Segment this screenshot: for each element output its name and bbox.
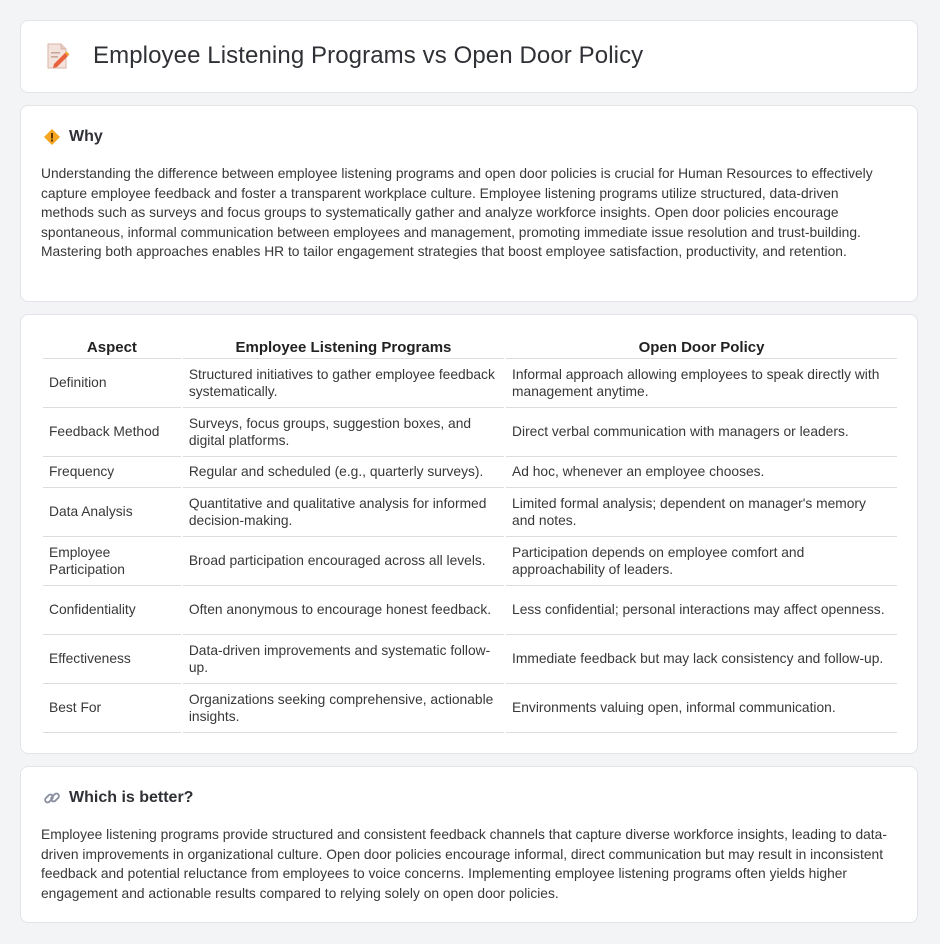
listening-cell: Often anonymous to encourage honest feedback. xyxy=(183,586,504,635)
aspect-cell: Frequency xyxy=(43,457,181,488)
listening-cell: Broad participation encouraged across all levels. xyxy=(183,537,504,586)
table-row xyxy=(43,635,897,684)
comparison-card xyxy=(20,314,918,754)
aspect-cell: Confidentiality xyxy=(43,586,181,635)
open-door-cell: Participation depends on employee comfort and approachability of leaders. xyxy=(506,537,897,586)
listening-cell: Data-driven improvements and systematic follow-up. xyxy=(183,635,504,684)
aspect-cell: Best For xyxy=(43,684,181,733)
table-header-row xyxy=(43,336,897,359)
listening-cell: Organizations seeking comprehensive, actionable insights. xyxy=(183,684,504,733)
listening-cell: Surveys, focus groups, suggestion boxes, and digital platforms. xyxy=(183,408,504,457)
open-door-cell: Ad hoc, whenever an employee chooses. xyxy=(506,457,897,488)
aspect-cell: Effectiveness xyxy=(43,635,181,684)
warning-sign-icon xyxy=(43,128,61,146)
link-icon xyxy=(43,789,61,807)
header-card xyxy=(20,20,918,93)
table-row xyxy=(43,537,897,586)
open-door-cell: Limited formal analysis; dependent on manager's memory and notes. xyxy=(506,488,897,537)
table-row xyxy=(43,457,897,488)
aspect-cell: Data Analysis xyxy=(43,488,181,537)
page-title: Employee Listening Programs vs Open Door Policy xyxy=(93,42,644,69)
which-is-better-section xyxy=(20,766,918,923)
comparison-table xyxy=(41,336,899,733)
open-door-cell: Informal approach allowing employees to speak directly with management anytime. xyxy=(506,359,897,408)
better-text: Employee listening programs provide structured and consistent feedback channels that capture diverse workforce insights, leading to data-driven improvements in organizational culture. Open door policies encourage informal, direct communication but may result in inconsistent feedback and potential reluctance from employees to voice concerns. Implementing employee listening programs often yields higher engagement and actionable results compared to relying solely on open door policies. xyxy=(41,827,887,901)
listening-cell: Structured initiatives to gather employee feedback systematically. xyxy=(183,359,504,408)
column-header-open-door: Open Door Policy xyxy=(506,336,897,359)
column-header-aspect: Aspect xyxy=(43,336,181,359)
aspect-cell: Employee Participation xyxy=(43,537,181,586)
document-edit-icon xyxy=(45,42,71,70)
listening-cell: Quantitative and qualitative analysis for informed decision-making. xyxy=(183,488,504,537)
table-row xyxy=(43,408,897,457)
table-row xyxy=(43,684,897,733)
why-section xyxy=(20,105,918,302)
open-door-cell: Environments valuing open, informal communication. xyxy=(506,684,897,733)
open-door-cell: Immediate feedback but may lack consistency and follow-up. xyxy=(506,635,897,684)
column-header-listening: Employee Listening Programs xyxy=(183,336,504,359)
table-row xyxy=(43,359,897,408)
listening-cell: Regular and scheduled (e.g., quarterly surveys). xyxy=(183,457,504,488)
why-text: Understanding the difference between employee listening programs and open door policies is crucial for Human Resources to effectively capture employee feedback and foster a transparent workplace culture. Employee listening programs utilize structured, data-driven methods such as surveys and focus groups to systematically gather and analyze workforce insights. Open door policies encourage spontaneous, informal communication between employees and management, promoting immediate issue resolution and trust-building. Mastering both approaches enables HR to tailor engagement strategies that boost employee satisfaction, productivity, and retention. xyxy=(41,166,873,259)
table-row xyxy=(43,488,897,537)
open-door-cell: Direct verbal communication with managers or leaders. xyxy=(506,408,897,457)
table-row xyxy=(43,586,897,635)
why-title: Why xyxy=(69,128,103,145)
aspect-cell: Definition xyxy=(43,359,181,408)
aspect-cell: Feedback Method xyxy=(43,408,181,457)
better-title: Which is better? xyxy=(69,789,194,806)
open-door-cell: Less confidential; personal interactions may affect openness. xyxy=(506,586,897,635)
